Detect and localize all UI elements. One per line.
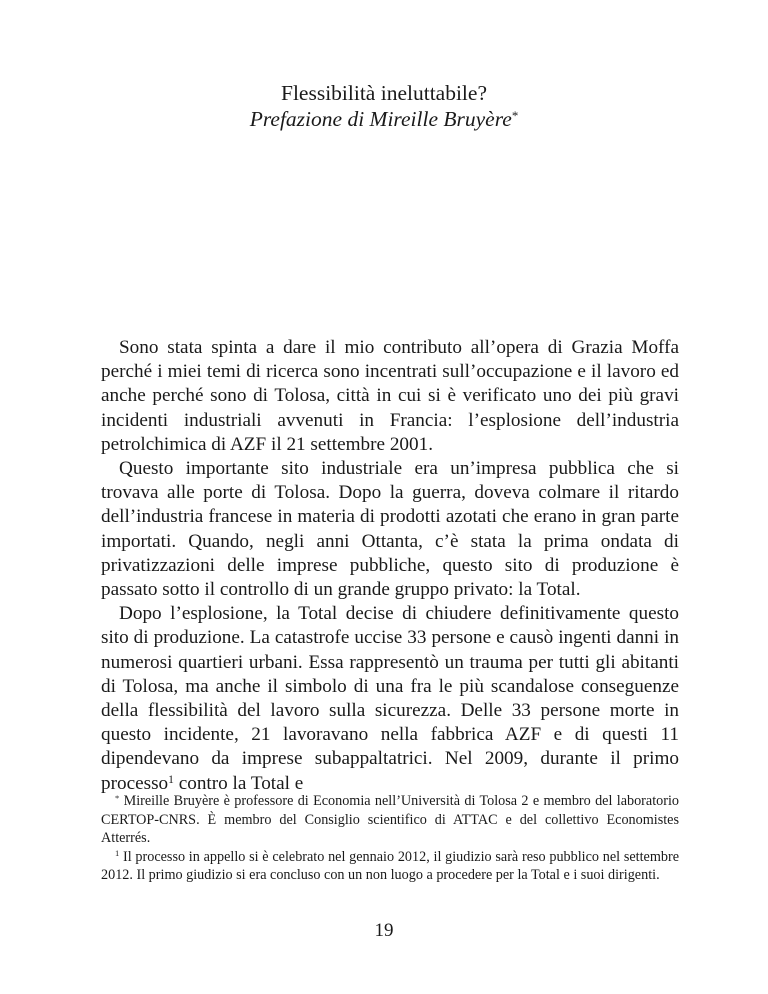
chapter-title: Flessibilità ineluttabile? [280,81,487,105]
footnote-star [101,792,679,848]
chapter-subtitle [0,106,768,132]
paragraph-2: Questo importante sito industriale era un’impresa pubblica che si trovava alle porte di Tolosa. Dopo la guerra, doveva colmare il ritardo dell’industria francese in materia di prodotti azotati che erano in gran parte importati. Quando, negli anni Ottanta, c’è stata la prima ondata di privatizzazioni delle imprese pubbliche, questo sito di produzione è passato sotto il controllo di un grande gruppo privato: la Total. [101,458,679,601]
footnote-1 [101,848,679,885]
footnote-star-text: Mireille Bruyère è professore di Economia nell’Università di Tolosa 2 e membro del laboratorio CERTOP-CNRS. È membro del Consiglio scientifico di ATTAC e del collettivo Economistes Atterrés. [101,793,679,846]
subtitle-text: Prefazione di Mireille Bruyère [249,107,512,131]
page-number: 19 [374,920,394,941]
paragraph-3-tail: contro la Total e [173,772,304,794]
paragraph-1: Sono stata spinta a dare il mio contributo all’opera di Grazia Moffa perché i miei temi di ricerca sono incentrati sull’occupazione e il lavoro ed anche perché sono di Tolosa, città in cui si è verificato uno dei più gravi incidenti industriali avvenuti in Francia: l’esplosione dell’industria petrolchimica di AZF il 21 settembre 2001. [101,337,679,455]
footnote-1-text: Il processo in appello si è celebrato nel gennaio 2012, il giudizio sarà reso pubblico nel settembre 2012. Il primo giudizio si era concluso con un non luogo a procedere per la Total e i suoi dirigenti. [101,848,679,883]
footnotes [101,792,679,885]
subtitle-footnote-marker: * [511,108,519,123]
body-text [101,336,679,796]
paragraph-3-text: Dopo l’esplosione, la Total decise di chiudere definitivamente questo sito di produzione. La catastrofe uccise 33 persone e causò ingenti danni in numerosi quartieri urbani. Essa rappresentò un trauma per tutti gli abitanti di Tolosa, ma anche il simbolo di una fra le più scandalose conseguenze della flessibilità del lavoro sulla sicurezza. Delle 33 persone morte in questo incidente, 21 lavoravano nella fabbrica AZF e di questi 11 dipendevano da imprese subappaltatrici. Nel 2009, durante il primo processo [101,603,679,794]
paragraph-3 [101,602,679,796]
footnote-1-marker: 1 [115,848,120,859]
footnote-star-marker: * [115,792,120,803]
footnote-ref-1: 1 [168,773,174,786]
